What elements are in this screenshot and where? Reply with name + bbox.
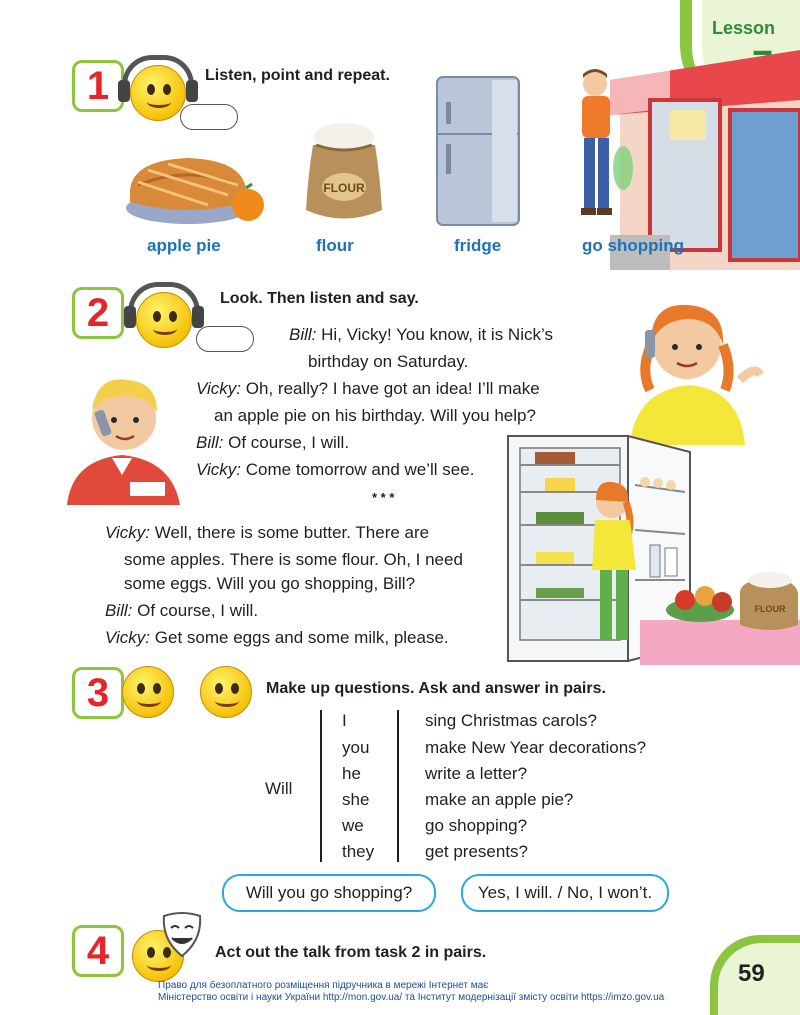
subject-5: we [342,816,364,835]
word-fridge: fridge [454,236,502,255]
table-divider-right [397,710,399,862]
ending-6: get presents? [425,842,529,861]
speaker: Vicky: [105,523,151,542]
task-number-4: 4 [72,925,124,977]
speaker: Bill: [289,325,317,344]
subject-6: they [342,842,375,861]
speech-bubble-icon [180,104,238,130]
footer-line-1: Право для безоплатного розміщення підручника в мережі Інтернет має [158,980,489,991]
listening-smiley-icon [130,65,186,121]
line-text: some eggs. Will you go shopping, Bill? [124,574,416,593]
flour-sack-label: FLOUR [323,181,365,195]
subject-2: you [342,738,370,757]
dialog2-line-3 [124,570,415,597]
headphone-left-ear-2 [124,306,136,328]
task-number-2: 2 [72,287,124,339]
line-text: birthday on Saturday. [308,352,469,371]
speaker: Bill: [196,433,224,452]
line-text: some apples. There is some flour. Oh, I need [124,550,463,569]
lesson-label: Lesson [712,18,776,38]
ending-5: go shopping? [425,816,528,835]
open-fridge-illustration [500,430,800,665]
task3-instruction: Make up questions. Ask and answer in pairs. [266,680,606,697]
task2-instruction: Look. Then listen and say. [220,290,419,307]
page-number: 59 [738,960,765,987]
talking-smiley-icon-right [200,666,252,718]
dialog2-line-1 [105,519,429,546]
bill-on-phone-illustration [62,370,187,505]
theatre-mask-icon [160,910,204,960]
vicky-on-phone-illustration [615,295,765,445]
fridge-picture [432,72,527,230]
dialog1-line-3 [196,375,540,402]
talking-smiley-icon-left [122,666,174,718]
ending-3: write a letter? [425,764,528,783]
line-text: Hi, Vicky! You know, it is Nick’s [321,325,553,344]
ending-2: make New Year decorations? [425,738,647,757]
task-number-1: 1 [72,60,124,112]
word-go-shopping: go shopping [582,236,684,255]
dialog1-line-4 [214,402,536,429]
dialog1-line-6 [196,456,474,483]
flour-sack-picture [298,115,390,230]
line-text: Well, there is some butter. There are [154,523,430,542]
word-flour: flour [316,236,354,255]
line-text: Come tomorrow and we’ll see. [245,460,475,479]
boy-shopping-illustration [565,68,635,223]
dialog1-line-2 [308,348,468,375]
subject-3: he [342,764,361,783]
ending-1: sing Christmas carols? [425,711,597,730]
speaker: Vicky: [196,379,242,398]
task4-instruction: Act out the talk from task 2 in pairs. [215,944,487,961]
task1-instruction: Listen, point and repeat. [205,67,390,84]
line-text: Get some eggs and some milk, please. [154,628,449,647]
question-bubble: Will you go shopping? [222,874,436,912]
table-divider-left [320,710,322,862]
apple-pie-picture [118,140,268,230]
speaker: Vicky: [196,460,242,479]
will-word: Will [265,779,293,798]
dialog1-line-5 [196,429,349,456]
dialog2-line-5 [105,624,449,651]
word-apple-pie: apple pie [147,236,221,255]
ending-4: make an apple pie? [425,790,574,809]
fridge-flour-sack-label: FLOUR [754,604,786,614]
dialog2-line-4 [105,597,258,624]
speaker: Bill: [105,601,133,620]
dialog1-line-1 [289,321,553,348]
headphone-right-ear-2 [192,306,204,328]
subject-1: I [342,711,347,730]
line-text: an apple pie on his birthday. Will you help? [214,406,536,425]
headphone-right-ear [186,80,198,102]
footer-line-2: Міністерство освіти і науки України http://mon.gov.ua/ та Інститут модернізації змісту освіти https://imzo.gov.ua [158,992,665,1003]
listening-smiley-icon-2 [136,292,192,348]
subject-4: she [342,790,370,809]
speech-bubble-icon-2 [196,326,254,352]
dialog2-line-2 [124,546,463,573]
task-number-3: 3 [72,667,124,719]
line-text: Of course, I will. [228,433,350,452]
headphone-left-ear [118,80,130,102]
line-text: Of course, I will. [137,601,259,620]
speaker: Vicky: [105,628,151,647]
answer-bubble: Yes, I will. / No, I won’t. [461,874,669,912]
dialog-separator: * * * [372,490,395,505]
line-text: Oh, really? I have got an idea! I’ll make [245,379,540,398]
